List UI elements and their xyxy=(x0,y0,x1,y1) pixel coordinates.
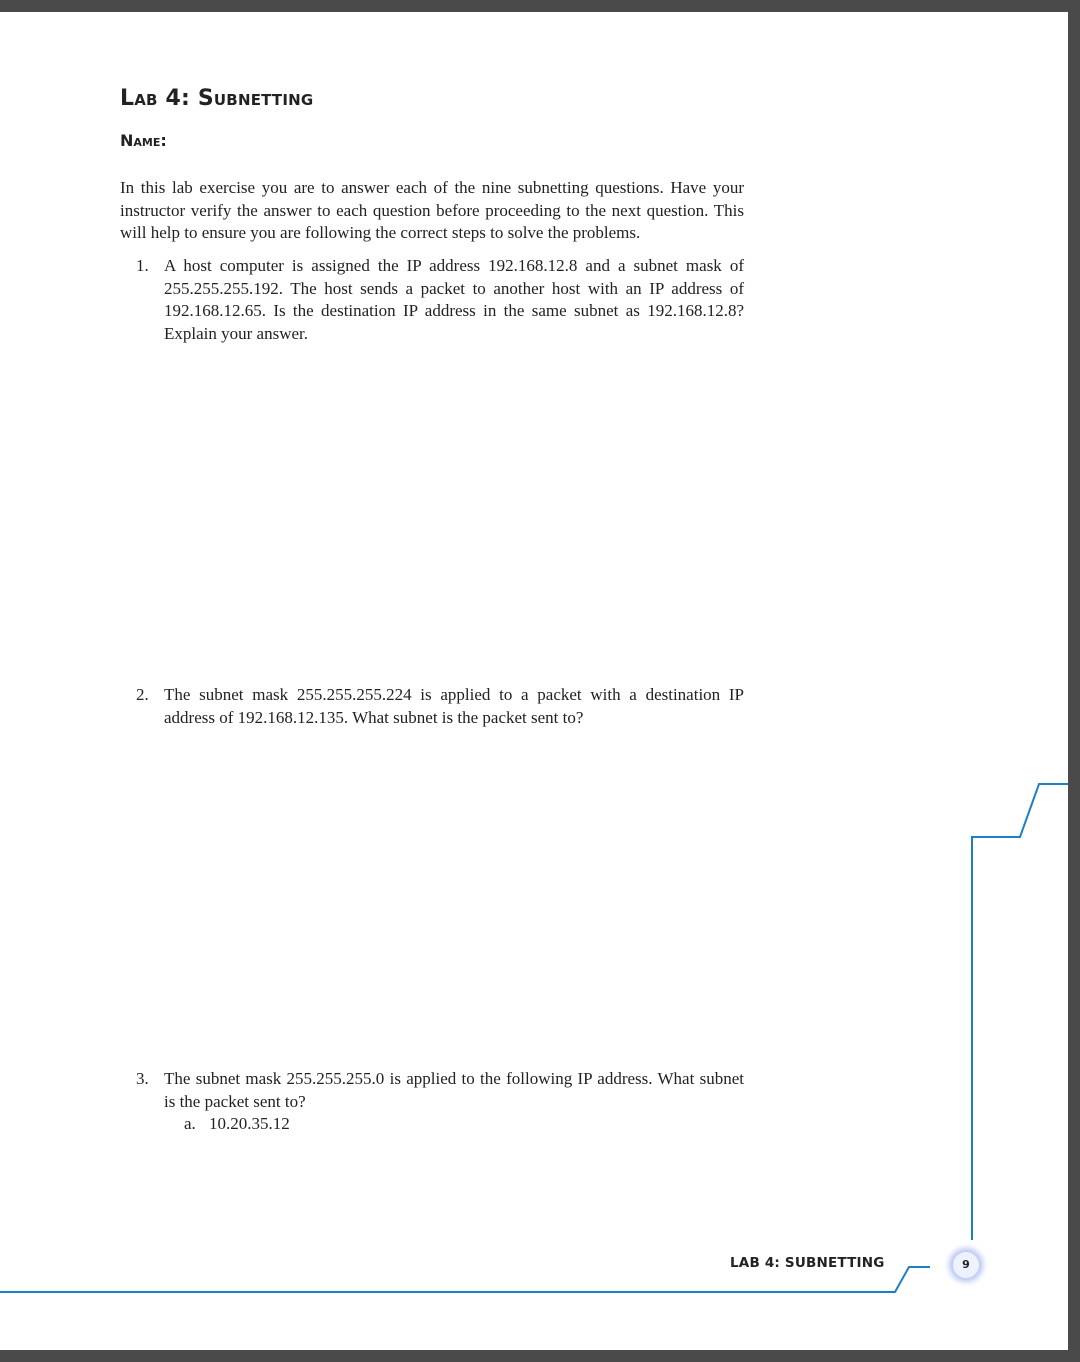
lab-title: Lab 4: Subnetting xyxy=(120,86,314,111)
page-number-badge: 9 xyxy=(953,1252,979,1278)
footer-running-title: LAB 4: SUBNETTING xyxy=(730,1255,885,1271)
sub-item-letter: a. xyxy=(184,1114,196,1133)
name-label: Name: xyxy=(120,131,167,150)
question-number: 1. xyxy=(136,256,149,275)
question-text: The subnet mask 255.255.255.224 is applied to a packet with a destination IP address of 192.168.12.135. What subnet is the packet sent to? xyxy=(164,685,744,727)
question-number: 2. xyxy=(136,685,149,704)
intro-paragraph: In this lab exercise you are to answer each of the nine subnetting questions. Have your instructor verify the answer to each question before proceeding to the next question. This will help to ensure you are following the correct steps to solve the problems. xyxy=(120,178,744,242)
circuit-line-decoration xyxy=(0,12,1068,1350)
question-number: 3. xyxy=(136,1069,149,1088)
question-text: A host computer is assigned the IP address 192.168.12.8 and a subnet mask of 255.255.255.192. The host sends a packet to another host with an IP address of 192.168.12.65. Is the destination IP address in the same subnet as 192.168.12.8? Explain your answer. xyxy=(164,256,744,343)
document-page xyxy=(0,12,1068,1350)
sub-item-text: 10.20.35.12 xyxy=(209,1114,290,1133)
question-text: The subnet mask 255.255.255.0 is applied to the following IP address. What subnet is the packet sent to? xyxy=(164,1069,744,1111)
